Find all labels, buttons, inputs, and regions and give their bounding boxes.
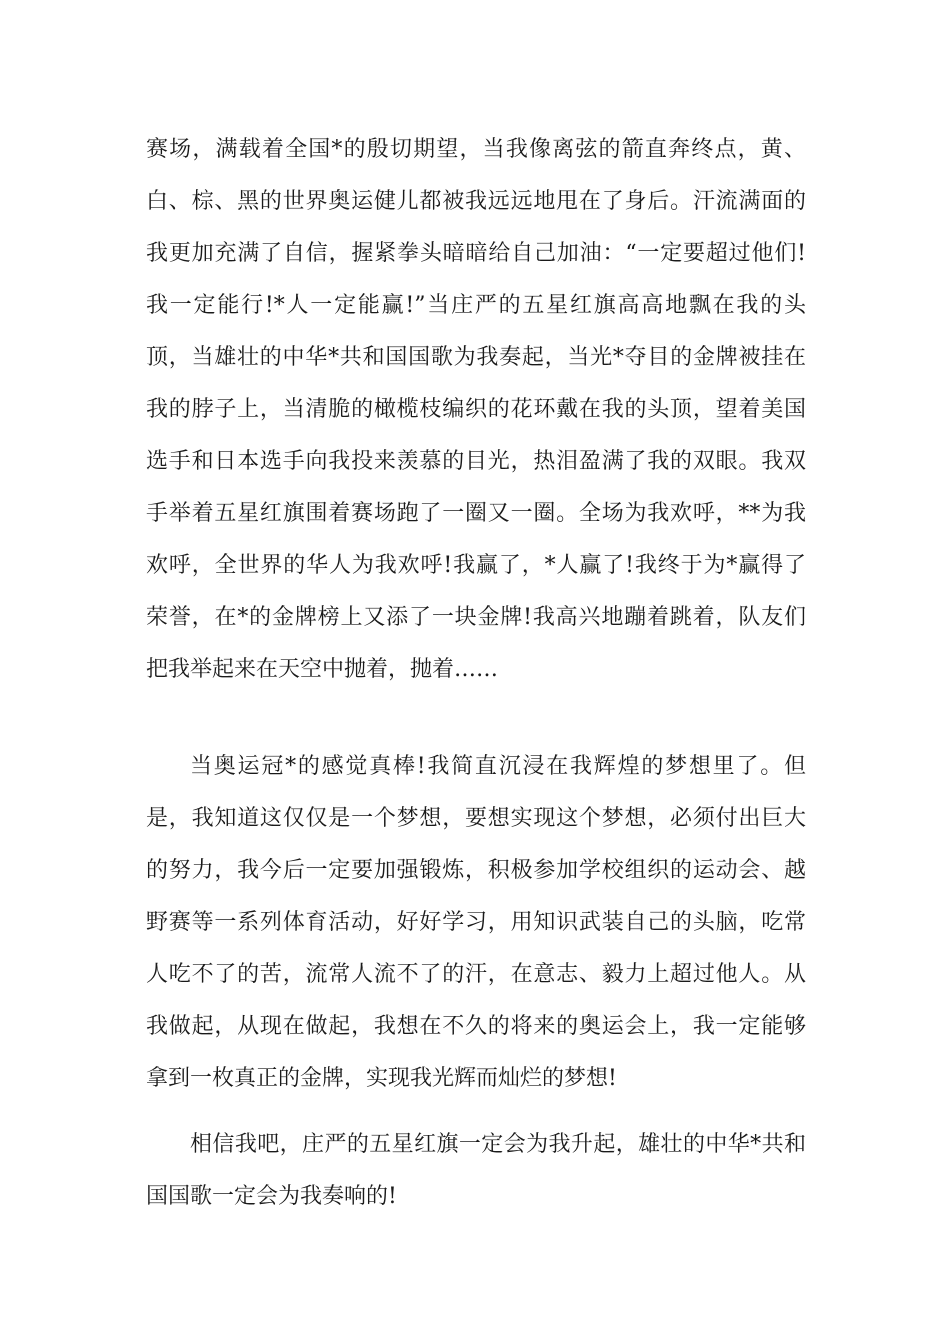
paragraph-1-line: 手举着五星红旗围着赛场跑了一圈又一圈。全场为我欢呼，**为我: [146, 501, 806, 526]
paragraph-3-line: 国国歌一定会为我奏响的!: [146, 1184, 397, 1209]
paragraph-1-line: 选手和日本选手向我投来羡慕的目光，热泪盈满了我的双眼。我双: [146, 449, 806, 474]
paragraph-3-line: 相信我吧，庄严的五星红旗一定会为我升起，雄壮的中华*共和: [190, 1132, 806, 1157]
paragraph-1-line: 我一定能行!*人一定能赢!”当庄严的五星红旗高高地飘在我的头: [146, 293, 806, 318]
paragraph-1-line: 白、棕、黑的世界奥运健儿都被我远远地甩在了身后。汗流满面的: [146, 189, 806, 214]
paragraph-2-line: 人吃不了的苦，流常人流不了的汗，在意志、毅力上超过他人。从: [146, 962, 806, 987]
paragraph-1-line: 欢呼，全世界的华人为我欢呼!我赢了，*人赢了!我终于为*赢得了: [146, 553, 806, 578]
paragraph-2-line: 当奥运冠*的感觉真棒!我简直沉浸在我辉煌的梦想里了。但: [190, 754, 806, 779]
paragraph-2-line: 是，我知道这仅仅是一个梦想，要想实现这个梦想，必须付出巨大: [146, 806, 806, 831]
paragraph-1-line: 赛场，满载着全国*的殷切期望，当我像离弦的箭直奔终点，黄、: [146, 137, 806, 162]
paragraph-1-line: 荣誉，在*的金牌榜上又添了一块金牌!我高兴地蹦着跳着，队友们: [146, 605, 806, 630]
paragraph-2-line: 拿到一枚真正的金牌，实现我光辉而灿烂的梦想!: [146, 1066, 617, 1091]
paragraph-1-line: 我更加充满了自信，握紧拳头暗暗给自己加油：“一定要超过他们!: [146, 241, 806, 266]
paragraph-1-line: 我的脖子上，当清脆的橄榄枝编织的花环戴在我的头顶，望着美国: [146, 397, 806, 422]
paragraph-2-line: 的努力，我今后一定要加强锻炼，积极参加学校组织的运动会、越: [146, 858, 806, 883]
paragraph-1-line: 顶，当雄壮的中华*共和国国歌为我奏起，当光*夺目的金牌被挂在: [146, 345, 806, 370]
paragraph-2-line: 我做起，从现在做起，我想在不久的将来的奥运会上，我一定能够: [146, 1014, 806, 1039]
paragraph-1-line: 把我举起来在天空中抛着，抛着……: [146, 657, 499, 682]
paragraph-2-line: 野赛等一系列体育活动，好好学习，用知识武装自己的头脑，吃常: [146, 910, 806, 935]
